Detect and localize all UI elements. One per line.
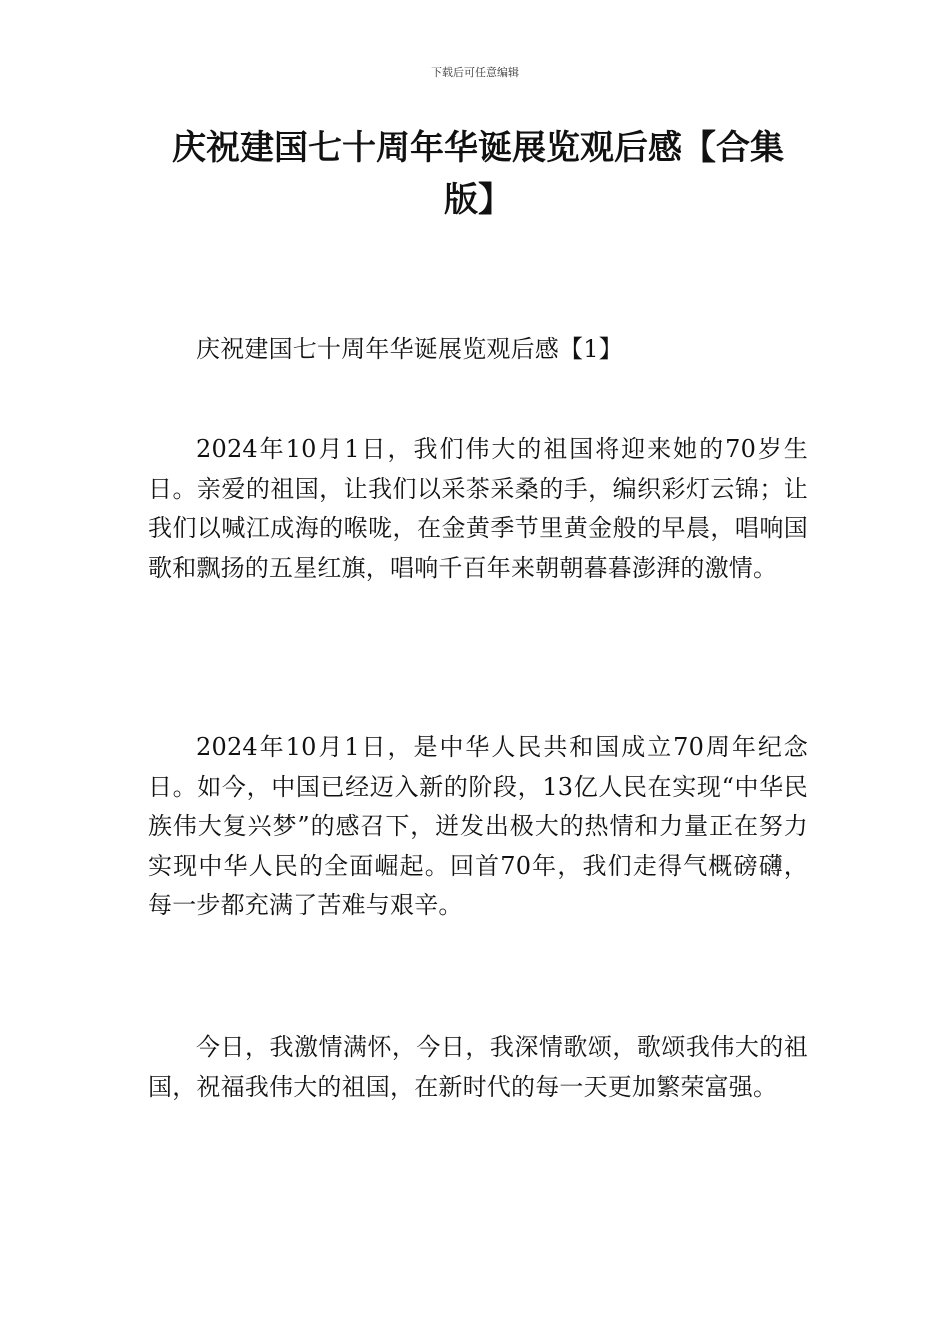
paragraph-3: 今日，我激情满怀，今日，我深情歌颂，歌颂我伟大的祖国，祝福我伟大的祖国，在新时代的每一天更加繁荣富强。 — [148, 1033, 808, 1101]
paragraph-2: 2024年10月1日，是中华人民共和国成立70周年纪念日。如今，中国已经迈入新的阶段，13亿人民在实现“中华民族伟大复兴梦”的感召下，迸发出极大的热情和力量正在努力实现中华人民的全面崛起。回首70年，我们走得气概磅礴，每一步都充满了苦难与艰辛。 — [148, 733, 808, 920]
document-title: 庆祝建国七十周年华诞展览观后感【合集版】 — [172, 128, 784, 220]
paragraph-1: 2024年10月1日，我们伟大的祖国将迎来她的70岁生日。亲爱的祖国，让我们以采茶采桑的手，编织彩灯云锦；让我们以喊江成海的喉咙，在金黄季节里黄金般的早晨，唱响国歌和飘扬的五星红旗，唱响千百年来朝朝暮暮澎湃的激情。 — [148, 435, 808, 582]
section-heading: 庆祝建国七十周年华诞展览观后感【1】 — [196, 335, 623, 363]
header-note: 下载后可任意编辑 — [431, 66, 519, 79]
